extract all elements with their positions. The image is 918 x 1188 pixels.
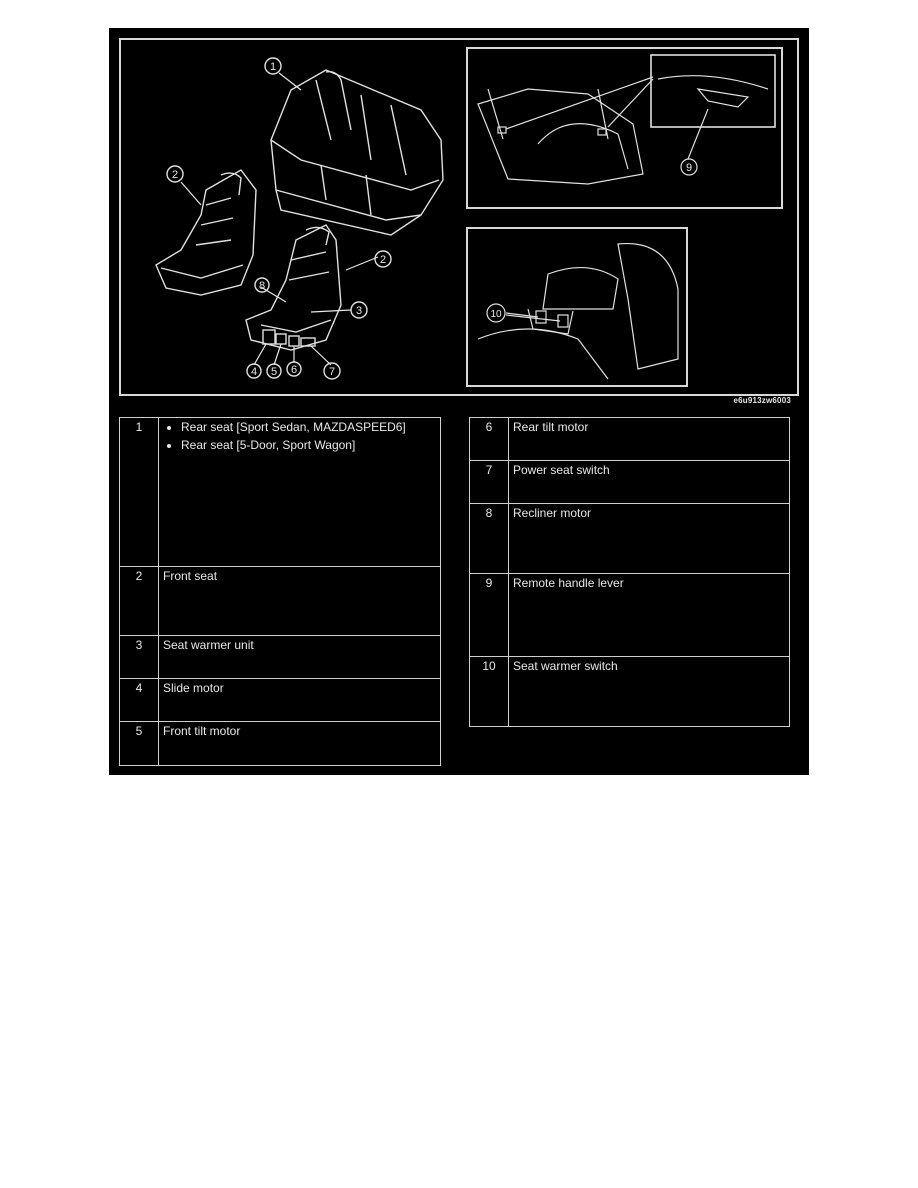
console-drawing — [468, 229, 686, 385]
legend-text: Power seat switch — [509, 461, 790, 504]
callout-2b-label: 2 — [379, 254, 387, 266]
callout-7 — [324, 363, 340, 379]
callout-8 — [255, 278, 269, 292]
legend-num: 5 — [120, 722, 159, 766]
rear-seat-drawing — [271, 70, 443, 235]
callout-4 — [247, 364, 261, 378]
callout-9-label: 9 — [685, 162, 693, 174]
callout-5-label: 5 — [270, 366, 278, 378]
legend-bullets — [163, 420, 436, 452]
legend-row — [120, 679, 441, 722]
legend-table-left — [119, 417, 441, 766]
trunk-drawing — [468, 49, 781, 207]
callout-2a — [167, 166, 183, 182]
callout-1 — [265, 58, 281, 74]
legend-row — [120, 636, 441, 679]
legend-text: Recliner motor — [509, 504, 790, 574]
legend-text: Front seat — [159, 567, 441, 636]
legend-row — [120, 567, 441, 636]
front-seat-left-drawing — [156, 170, 256, 295]
legend-num: 7 — [470, 461, 509, 504]
legend-text — [159, 418, 441, 567]
legend-row — [470, 657, 790, 727]
legend-text: Seat warmer switch — [509, 657, 790, 727]
legend-num: 10 — [470, 657, 509, 727]
legend-row — [120, 418, 441, 567]
legend-bullet-item: • Rear seat [Sport Sedan, MAZDASPEED6] — [181, 420, 436, 434]
callout-10-label: 10 — [490, 309, 502, 320]
figure-code: e6u913zw6003 — [733, 396, 791, 405]
legend-num: 1 — [120, 418, 159, 567]
legend-row — [470, 461, 790, 504]
callout-2a-label: 2 — [171, 169, 179, 181]
legend-text: Slide motor — [159, 679, 441, 722]
legend-table-right — [469, 417, 790, 727]
legend-row — [120, 722, 441, 766]
legend-row — [470, 574, 790, 657]
legend-bullet-item: • Rear seat [5-Door, Sport Wagon] — [181, 438, 436, 452]
legend-num: 3 — [120, 636, 159, 679]
legend-text: Remote handle lever — [509, 574, 790, 657]
callout-2b — [375, 251, 391, 267]
callout-3 — [351, 302, 367, 318]
legend-text: Seat warmer unit — [159, 636, 441, 679]
legend-text: Rear tilt motor — [509, 418, 790, 461]
callout-5 — [267, 364, 281, 378]
callout-markers — [167, 58, 391, 379]
legend-num: 8 — [470, 504, 509, 574]
callout-6-label: 6 — [290, 364, 298, 376]
legend-num: 2 — [120, 567, 159, 636]
legend-num: 9 — [470, 574, 509, 657]
trunk-inset-panel — [466, 47, 783, 209]
callout-8-label: 8 — [258, 280, 266, 292]
legend-num: 4 — [120, 679, 159, 722]
legend-text: Front tilt motor — [159, 722, 441, 766]
callout-7-label: 7 — [328, 366, 336, 378]
legend-row — [470, 418, 790, 461]
callout-3-label: 3 — [355, 305, 363, 317]
callout-6 — [287, 362, 301, 376]
legend-row — [470, 504, 790, 574]
legend-num: 6 — [470, 418, 509, 461]
callout-4-label: 4 — [250, 366, 258, 378]
figure-frame — [109, 28, 809, 775]
callout-1-label: 1 — [269, 61, 277, 73]
console-inset-panel — [466, 227, 688, 387]
